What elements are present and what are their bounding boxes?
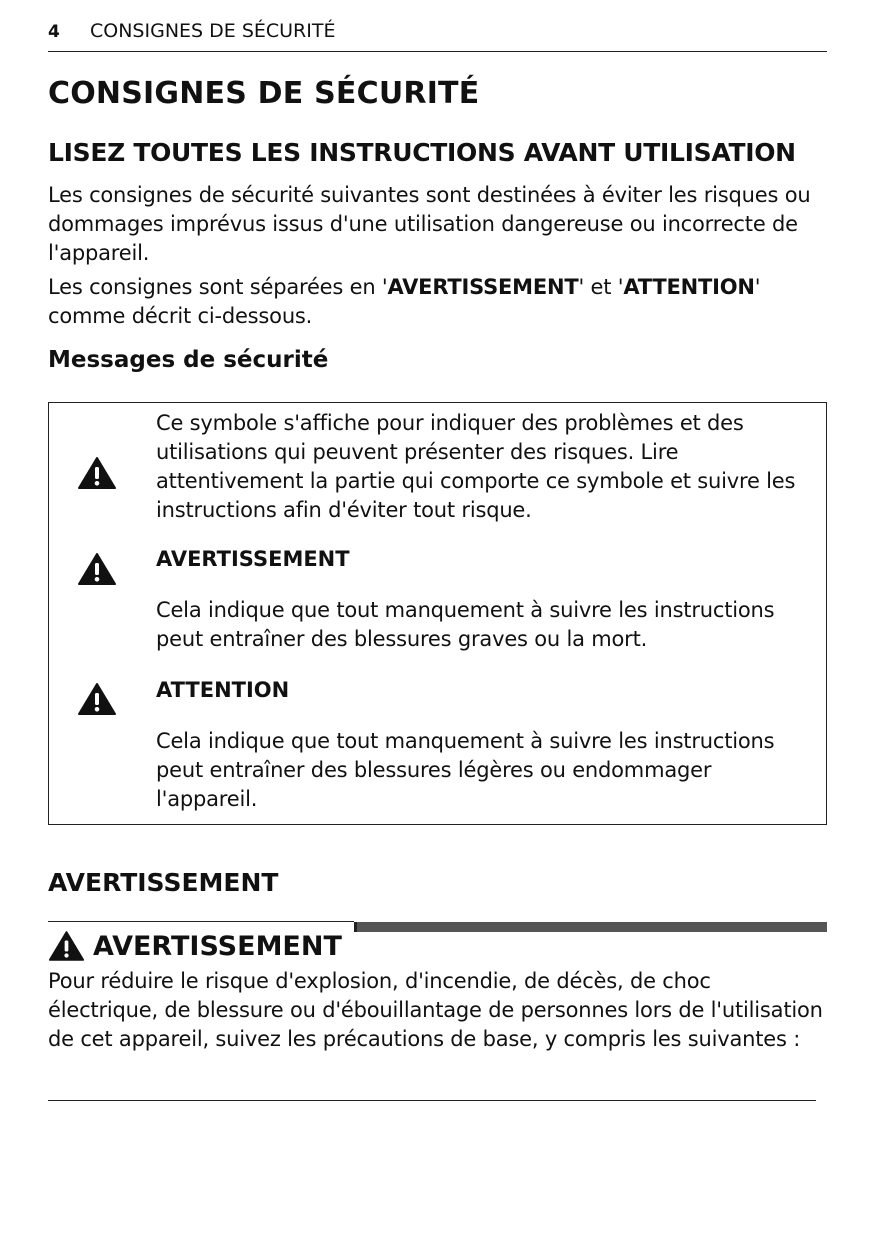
- warning-box-label: AVERTISSEMENT: [93, 930, 342, 962]
- text-run: ' et ': [578, 275, 624, 299]
- safety-messages-box: [48, 402, 827, 825]
- text-run: ' comme décrit ci-dessous.: [48, 275, 761, 328]
- section-heading: LISEZ TOUTES LES INSTRUCTIONS AVANT UTILISATION: [48, 138, 796, 167]
- warning-box-heading: [48, 928, 342, 964]
- caution-label: ATTENTION: [156, 678, 290, 702]
- divider: [48, 921, 354, 922]
- warning-triangle-icon: [48, 930, 85, 962]
- warning-triangle-icon: [77, 682, 117, 716]
- warning-triangle-icon: [77, 456, 117, 490]
- warning-triangle-icon: [77, 552, 117, 586]
- running-title: CONSIGNES DE SÉCURITÉ: [90, 20, 336, 42]
- term-caution: ATTENTION: [623, 275, 755, 299]
- divider: [48, 1100, 816, 1101]
- intro-paragraph: Les consignes de sécurité suivantes sont destinées à éviter les risques ou dommages imprévus issus d'une utilisation dangereuse ou incorrecte de l'appareil.: [48, 183, 811, 265]
- term-warning: AVERTISSEMENT: [387, 275, 579, 299]
- warning-bar: [354, 922, 827, 932]
- text-run: Les consignes sont séparées en ': [48, 275, 388, 299]
- warning-paragraph: Pour réduire le risque d'explosion, d'incendie, de décès, de choc électrique, de blessure ou d'ébouillantage de personnes lors de l'utilisation de cet appareil, suivez les précautions de base, y compris les suivantes :: [48, 969, 823, 1051]
- symbol-description: Ce symbole s'affiche pour indiquer des problèmes et des utilisations qui peuvent présenter des risques. Lire attentivement la partie qui comporte ce symbole et suivre les instructions afin d'éviter tout risque.: [156, 411, 796, 522]
- running-header: [48, 20, 827, 52]
- warning-label: AVERTISSEMENT: [156, 547, 350, 571]
- categories-paragraph: [48, 273, 827, 331]
- page-number: 4: [48, 22, 60, 42]
- page-title: CONSIGNES DE SÉCURITÉ: [48, 76, 480, 111]
- warning-description: Cela indique que tout manquement à suivre les instructions peut entraîner des blessures graves ou la mort.: [156, 598, 775, 651]
- messages-heading: Messages de sécurité: [48, 347, 329, 373]
- warning-section-heading: AVERTISSEMENT: [48, 868, 279, 897]
- caution-description: Cela indique que tout manquement à suivre les instructions peut entraîner des blessures légères ou endommager l'appareil.: [156, 729, 775, 811]
